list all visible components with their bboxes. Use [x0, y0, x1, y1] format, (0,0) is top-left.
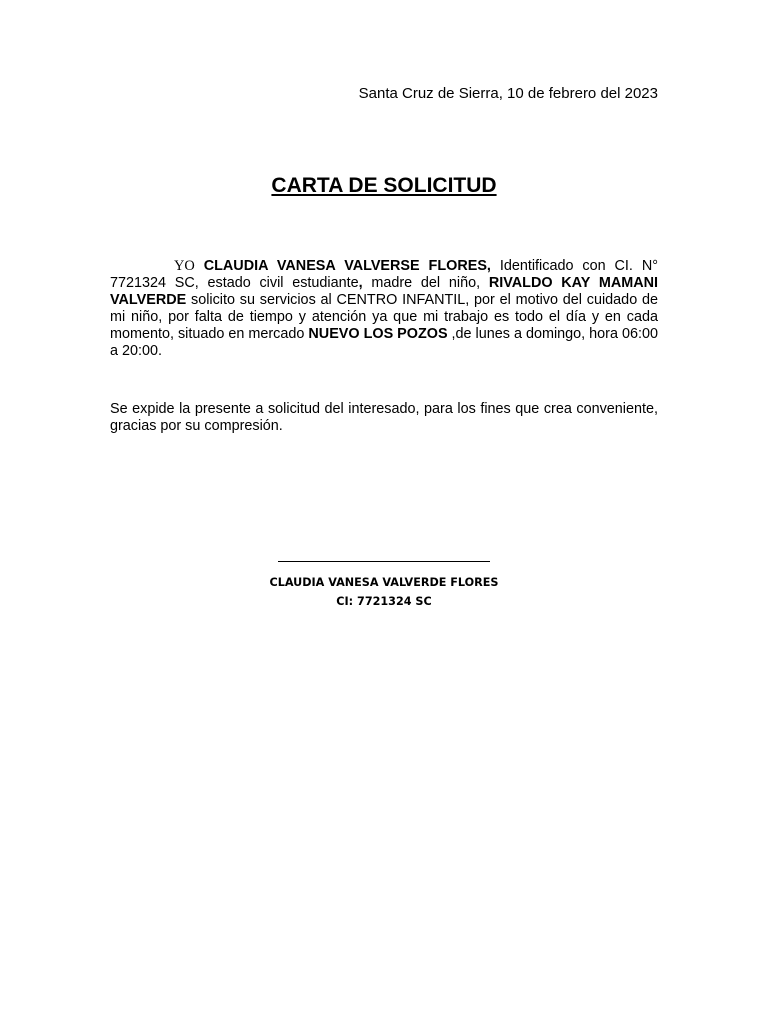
signature-line [278, 561, 490, 562]
letter-date: Santa Cruz de Sierra, 10 de febrero del 2023 [358, 85, 658, 102]
paragraph-text-d: ,de lunes a domingo, hora 06:00 a 20:00. [110, 326, 658, 359]
signatory-name: CLAUDIA VANESA VALVERDE FLORES [269, 576, 499, 589]
paragraph-text-c: solicito su servicios al CENTRO INFANTIL, por el motivo del cuidado de mi niño, por falta de tiempo y atención ya que mi trabajo es todo el día y en cada momento, situado en mercado [110, 292, 658, 342]
paragraph-text-a: Identificado con CI. N° 7721324 SC, estado civil estudiante [110, 258, 658, 291]
market-name: NUEVO LOS POZOS [308, 326, 448, 342]
signatory-ci: CI: 7721324 SC [336, 595, 432, 608]
applicant-name: CLAUDIA VANESA VALVERSE FLORES, [203, 258, 491, 274]
bold-comma: , [358, 275, 363, 291]
letter-title: CARTA DE SOLICITUD [271, 174, 497, 197]
child-name: RIVALDO KAY MAMANI VALVERDE [110, 275, 658, 308]
closing-paragraph: Se expide la presente a solicitud del interesado, para los fines que crea conveniente, gracias por su compresión. [110, 401, 658, 434]
request-paragraph [110, 258, 658, 360]
yo-text: YO [174, 258, 195, 274]
paragraph-text-b: madre del niño, [362, 275, 489, 291]
